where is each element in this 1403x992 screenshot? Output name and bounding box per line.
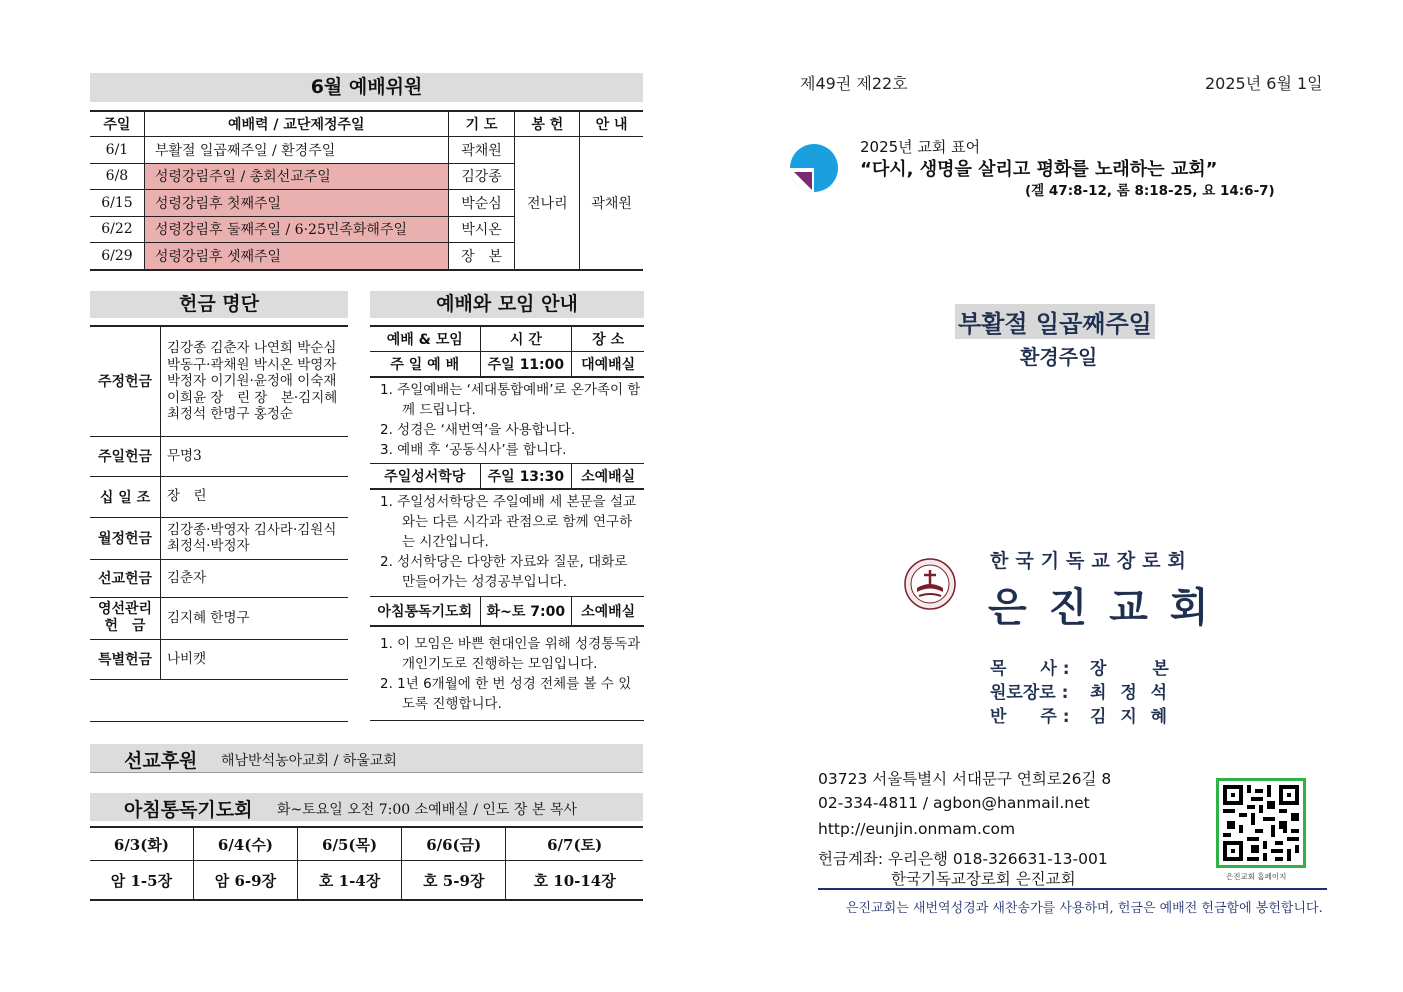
day-cell: 6/5(목): [298, 827, 402, 861]
staff-name: 김 지 혜: [1090, 707, 1172, 727]
worship-committee-table: [90, 110, 643, 271]
prayer-cell: 박순심: [448, 190, 515, 217]
table-header-row: [90, 827, 643, 861]
name-line: 박정자 이기원·윤정애 이숙재: [167, 373, 337, 389]
day-cell: 6/3(화): [90, 827, 193, 861]
table-row: [370, 352, 644, 378]
meeting-notes: [380, 492, 642, 592]
empty-cell: [90, 679, 161, 721]
staff-role: 반 주 :: [990, 707, 1070, 727]
table-row: [90, 639, 348, 679]
mission-text: 해남반석농아교회 / 하울교회: [221, 753, 397, 769]
day-cell: 6/6(금): [402, 827, 506, 861]
list-item: 1. 주일예배는 ‘세대통합예배’로 온가족이 함께 드립니다.: [380, 382, 641, 418]
offering-label: [90, 597, 161, 639]
col-header: 기 도: [448, 111, 515, 137]
list-item: 2. 성경은 ‘새번역’을 사용합니다.: [380, 422, 576, 438]
address: 03723 서울특별시 서대문구 연희로26길 8: [818, 770, 1112, 788]
morning-prayer-bar: [90, 793, 643, 821]
label-line: 헌 금: [104, 618, 146, 634]
name-line: 김강종·박영자 김사라·김원식: [167, 521, 337, 538]
service-cell: 성령강림주일 / 총회선교주일: [144, 163, 448, 190]
list-item: 2. 1년 6개월에 한 번 성경 전체를 볼 수 있도록 진행합니다.: [380, 676, 632, 712]
staff-name: 최 정 석: [1090, 683, 1172, 703]
worship-guide-title: 예배와 모임 안내: [370, 291, 644, 318]
staff-row: [990, 657, 1173, 681]
offering-label: 주일헌금: [90, 436, 161, 476]
day-cell: 6/4(수): [193, 827, 297, 861]
col-header: 안 내: [580, 111, 643, 137]
col-header: 예배 & 모임: [370, 326, 480, 352]
meeting-notes: [380, 380, 642, 460]
offering-names: 나비캣: [161, 639, 349, 679]
motto-label: 2025년 교회 표어: [860, 138, 981, 156]
issue-date: 2025년 6월 1일: [1205, 74, 1323, 93]
staff-name: 장 본: [1090, 659, 1173, 679]
date-cell: 6/29: [90, 243, 144, 270]
website-link[interactable]: http://eunjin.onmam.com: [818, 820, 1016, 838]
worship-guide-header: [370, 325, 644, 378]
date-cell: 6/22: [90, 216, 144, 243]
col-header: 예배력 / 교단제정주일: [144, 111, 448, 137]
offering-label: 주정헌금: [90, 326, 161, 436]
date-cell: 6/15: [90, 190, 144, 217]
reading-cell: 호 10-14장: [506, 861, 643, 901]
mission-bar: [90, 744, 643, 773]
list-item: 2. 성서학당은 다양한 자료와 질문, 대화로 만들어가는 성경공부입니다.: [380, 554, 628, 590]
offering-label: 월정헌금: [90, 517, 161, 559]
meeting-name: 주 일 예 배: [370, 352, 480, 378]
list-item: 1. 이 모임은 바쁜 현대인을 위해 성경통독과 개인기도로 진행하는 모임입니다.: [380, 636, 641, 672]
motto-reference: (겔 47:8-12, 롬 8:18-25, 요 14:6-7): [1025, 183, 1275, 199]
date-cell: 6/8: [90, 163, 144, 190]
guide-cell: 곽채원: [580, 137, 643, 270]
service-cell: 성령강림후 둘째주일 / 6·25민족화해주일: [144, 216, 448, 243]
day-cell: 6/7(토): [506, 827, 643, 861]
qr-caption: 은진교회 홈페이지: [1226, 872, 1287, 881]
staff-row: [990, 681, 1173, 705]
reading-schedule-table: [90, 826, 643, 901]
motto: “다시, 생명을 살리고 평화를 노래하는 교회”: [860, 159, 1218, 180]
table-header-row: [90, 111, 643, 137]
account-info: 헌금계좌: 우리은행 018-326631-13-001: [818, 849, 1108, 868]
offering-names: 무명3: [161, 436, 349, 476]
table-row: [370, 464, 644, 490]
staff-role: 원로장로 :: [990, 683, 1069, 703]
meeting-time: 주일 11:00: [480, 352, 572, 378]
staff-role: 목 사 :: [990, 659, 1070, 679]
church-seal-icon: [904, 558, 956, 610]
footer-note: 은진교회는 새번역성경과 새찬송가를 사용하며, 헌금은 예배전 헌금함에 봉헌합니다.: [846, 901, 1323, 916]
morning-prayer-title: 아침통독기도회: [124, 799, 253, 821]
staff-list: [990, 657, 1173, 729]
list-item: 3. 예배 후 ‘공동식사’를 합니다.: [380, 442, 567, 458]
mission-title: 선교후원: [124, 750, 198, 772]
name-line: 최정석 한명구 홍정순: [167, 406, 293, 422]
service-cell: 성령강림후 첫째주일: [144, 190, 448, 217]
prayer-cell: 박시온: [448, 216, 515, 243]
service-cell: 부활절 일곱째주일 / 환경주일: [144, 137, 448, 164]
volume-number: 제49권 제22호: [800, 74, 908, 93]
name-line: 김강종 김춘자 나연희 박순심: [167, 340, 337, 356]
meeting-name: 아침통독기도회: [370, 597, 480, 627]
col-header: 장 소: [572, 326, 644, 352]
table-row: [370, 597, 644, 627]
table-row: [90, 861, 643, 901]
table-row: [90, 436, 348, 476]
col-header: 주일: [90, 111, 144, 137]
name-line: 최정석·박정자: [167, 538, 250, 554]
qr-code-icon: [1219, 781, 1303, 865]
table-row: [90, 597, 348, 639]
sunday-subtitle: 환경주일: [1020, 345, 1098, 369]
date-cell: 6/1: [90, 137, 144, 164]
col-header: 봉 헌: [515, 111, 580, 137]
footer-divider: [818, 888, 1327, 890]
offering-names: 김지혜 한명구: [161, 597, 349, 639]
contact-info: [818, 767, 1111, 893]
meeting-place: 대예배실: [572, 352, 644, 378]
name-line: 이희윤 장 린 장 본·김지혜: [167, 389, 338, 406]
meeting-time: 주일 13:30: [480, 464, 572, 490]
col-header: 시 간: [480, 326, 572, 352]
qr-code[interactable]: [1216, 778, 1306, 868]
bible-school-header: [370, 463, 644, 490]
church-name: 은 진 교 회: [988, 585, 1213, 631]
account-holder: 한국기독교장로회 은진교회: [891, 869, 1076, 888]
offering-cell: 전나리: [515, 137, 580, 270]
offering-label: 선교헌금: [90, 559, 161, 597]
empty-cell: [161, 679, 349, 721]
phone-email: 02-334-4811 / agbon@hanmail.net: [818, 793, 1090, 812]
meeting-place: 소예배실: [572, 464, 644, 490]
table-row: [90, 476, 348, 517]
offering-names: 장 린: [161, 476, 349, 517]
staff-row: [990, 705, 1173, 729]
table-row: [90, 559, 348, 597]
table-row: [90, 137, 643, 164]
prayer-cell: 김강종: [448, 163, 515, 190]
offering-names: [161, 517, 349, 559]
meeting-name: 주일성서학당: [370, 464, 480, 490]
label-line: 영선관리: [97, 601, 153, 617]
meeting-notes: [380, 634, 642, 714]
table-header-row: [370, 326, 644, 352]
offering-list-title: 헌금 명단: [90, 291, 348, 318]
motto-logo-icon: [788, 142, 840, 194]
table-row: [90, 517, 348, 559]
worship-committee-title: 6월 예배위원: [90, 73, 643, 102]
offering-label: 십 일 조: [90, 476, 161, 517]
meeting-place: 소예배실: [572, 597, 644, 627]
table-row: [90, 326, 348, 436]
name-line: 박동구·곽채원 박시온 박영자: [167, 356, 337, 373]
morning-prayer-text: 화~토요일 오전 7:00 소예배실 / 인도 장 본 목사: [277, 802, 577, 818]
reading-cell: 암 6-9장: [193, 861, 297, 901]
sunday-title: 부활절 일곱째주일: [955, 304, 1155, 339]
reading-cell: 암 1-5장: [90, 861, 193, 901]
offering-label: 특별헌금: [90, 639, 161, 679]
table-row: [90, 679, 348, 721]
morning-prayer-header: [370, 596, 644, 627]
reading-cell: 호 1-4장: [298, 861, 402, 901]
prayer-cell: 곽채원: [448, 137, 515, 164]
meeting-time: 화~토 7:00: [480, 597, 572, 627]
denomination: 한국기독교장로회: [990, 550, 1193, 572]
service-cell: 성령강림후 셋째주일: [144, 243, 448, 270]
offering-names: 김춘자: [161, 559, 349, 597]
divider: [370, 720, 644, 721]
prayer-cell: 장 본: [448, 243, 515, 270]
offering-list-table: [90, 325, 348, 722]
offering-names: [161, 326, 349, 436]
reading-cell: 호 5-9장: [402, 861, 506, 901]
list-item: 1. 주일성서학당은 주일예배 세 본문을 설교와는 다른 시각과 관점으로 함께 연구하는 시간입니다.: [380, 494, 637, 550]
